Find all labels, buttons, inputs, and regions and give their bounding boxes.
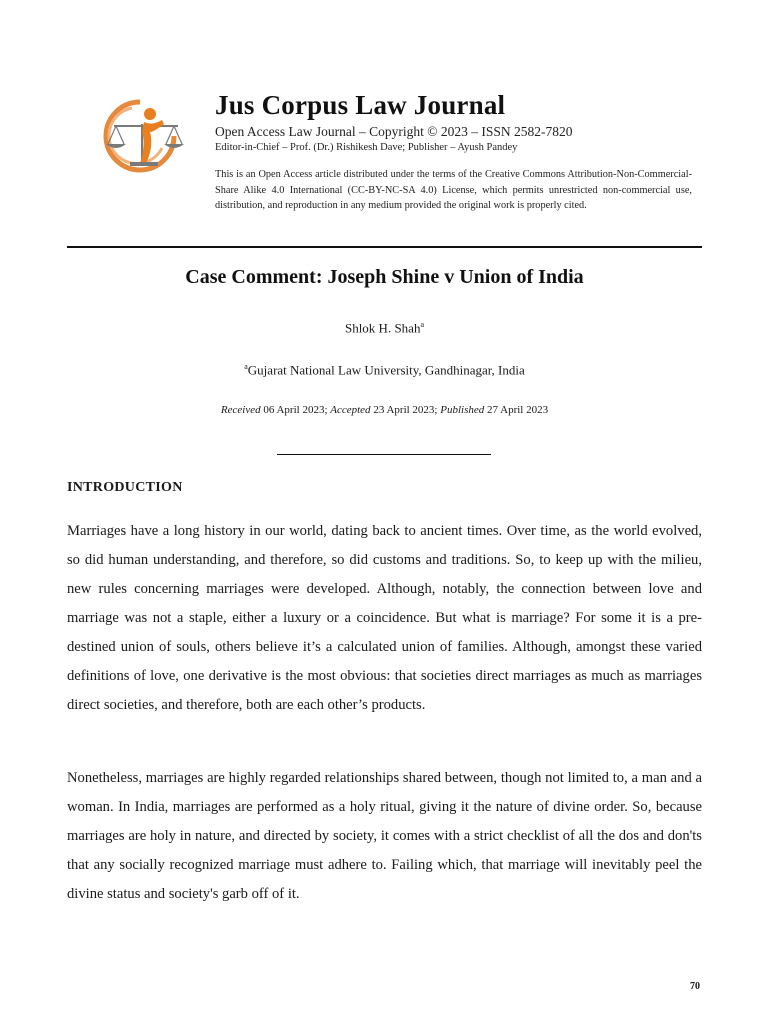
accepted-date: 23 April 2023; (370, 404, 441, 416)
meta-divider (277, 454, 491, 455)
affiliation-line (67, 362, 702, 378)
journal-logo-icon (92, 96, 188, 176)
received-date: 06 April 2023; (260, 404, 331, 416)
body-paragraph: Nonetheless, marriages are highly regarded relationships shared between, though not limited to, a man and a woman. In India, marriages are performed as a holy ritual, giving it the nature of divine order. So, because marriages are holy in nature, and directed by society, it comes with a strict checklist of all the dos and don'ts that any socially recognized marriage must adhere to. Failing which, that marriage will inevitably peel the divine status and society's garb off of it. (67, 770, 702, 902)
published-date: 27 April 2023 (484, 404, 549, 416)
section-heading: INTRODUCTION (67, 480, 183, 495)
journal-title: Jus Corpus Law Journal (215, 90, 506, 120)
publication-dates (67, 404, 702, 416)
author-superscript: a (420, 320, 425, 329)
affiliation-text: Gujarat National Law University, Gandhinagar, India (247, 362, 525, 378)
body-paragraph: Marriages have a long history in our world, dating back to ancient times. Over time, as the world evolved, so did human understanding, and therefore, so did customs and traditions. So, to keep up with the milieu, new rules concerning marriages were developed. Although, notably, the connection between love and marriage was not a staple, either a luxury or a coincidence. But what is marriage? For some it is a pre-destined union of souls, others believe it’s a calculated union of families. Although, amongst these varied definitions of love, one derivative is the most obvious: that societies direct marriages as much as marriages direct societies, and therefore, both are each other’s products. (67, 523, 702, 713)
author-name: Shlok H. Shah (344, 320, 421, 336)
article-title: Case Comment: Joseph Shine v Union of India (185, 266, 584, 288)
accepted-label: Accepted (330, 404, 371, 416)
journal-subtitle: Open Access Law Journal – Copyright © 2023 – ISSN 2582-7820 (215, 124, 573, 139)
journal-editors: Editor-in-Chief – Prof. (Dr.) Rishikesh Dave; Publisher – Ayush Pandey (215, 142, 518, 153)
published-label: Published (440, 404, 485, 416)
author-line (67, 320, 702, 336)
header-divider (67, 246, 702, 248)
received-label: Received (220, 404, 261, 416)
affiliation-superscript: a (244, 362, 248, 371)
license-notice: This is an Open Access article distributed under the terms of the Creative Commons Attribution-Non-Commercial-Share Alike 4.0 International (CC-BY-NC-SA 4.0) License, which permits unrestricted non-commercial use, distribution, and reproduction in any medium provided the original work is properly cited. (215, 169, 692, 211)
page-number: 70 (690, 981, 700, 992)
